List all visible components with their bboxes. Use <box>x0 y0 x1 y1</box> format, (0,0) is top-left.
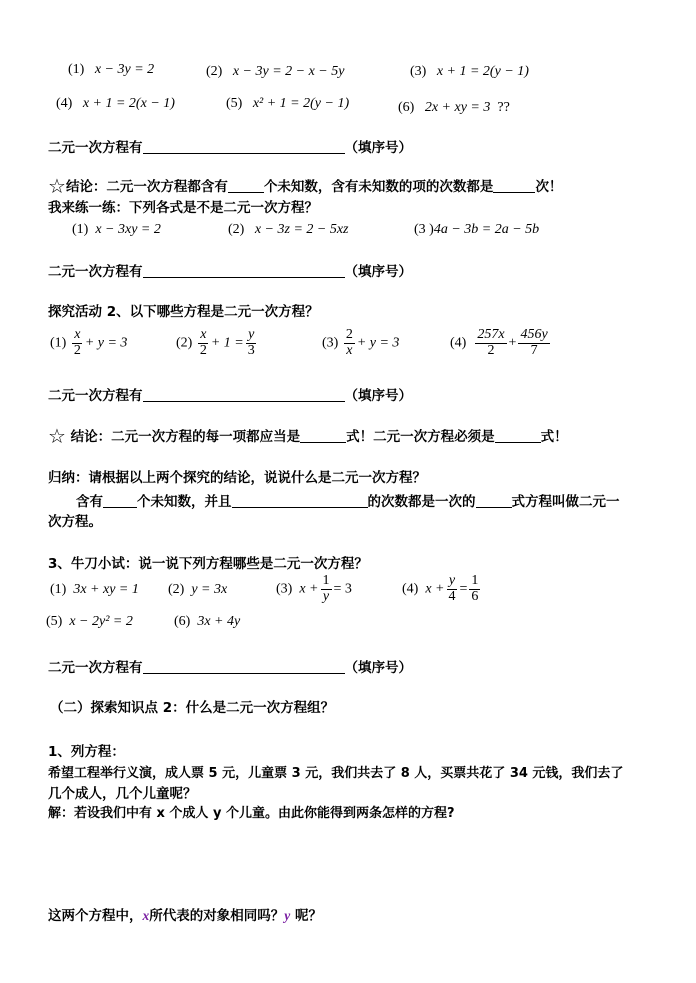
answer-blank-3[interactable] <box>143 389 345 402</box>
conclusion2-blank-b[interactable] <box>495 430 541 443</box>
conclusion-2: ☆ 结论：二元一次方程的每一项都应当是 式！二元一次方程必须是 式！ <box>48 424 568 448</box>
list-eq-title: 1、列方程： <box>48 744 125 760</box>
conclusion2-blank-a[interactable] <box>300 430 346 443</box>
practice-eq-3: (3 )4a − 3b = 2a − 5b <box>414 222 540 237</box>
answer-line-1: 二元一次方程有 （填序号） <box>48 140 412 156</box>
trial-eq-3: (3) x + $\frac{1}{y}$ = 3 <box>276 573 352 604</box>
practice-title: 我来练一练：下列各式是不是二元一次方程？ <box>48 200 318 216</box>
trial-eq-2: (2) y = 3x <box>168 582 228 597</box>
section2-title: （二）探索知识点 2：什么是二元一次方程组？ <box>50 700 335 716</box>
star-icon: ☆ <box>48 174 66 198</box>
answer-blank-4[interactable] <box>143 661 345 674</box>
activity2-eq-1: (1) $\frac{x}{2}$ + y = 3 <box>50 327 128 358</box>
eq-1-5: (5) x² + 1 = 2(y − 1) <box>226 96 350 111</box>
activity2-eq-4: (4) $\frac{257x}{2}$ + $\frac{456y}{7}$ <box>450 327 548 358</box>
eq-1-3: (3) x + 1 = 2(y − 1) <box>410 64 529 79</box>
conclusion1-blank-a[interactable] <box>228 180 264 193</box>
conclusion1-blank-b[interactable] <box>493 180 535 193</box>
answer-blank-1[interactable] <box>143 141 345 154</box>
trial-eq-4: (4) x + $\frac{y}{4}$ = $\frac{1}{6}$ <box>402 573 479 604</box>
problem-line-1: 希望工程举行义演，成人票 5 元，儿童票 3 元，我们共去了 8 人，买票共花了 34 元钱，我们去了 <box>48 766 624 781</box>
eq-1-6: (6) 2x + xy = 3 ?? <box>398 100 510 115</box>
activity2-title: 探究活动 2、以下哪些方程是二元一次方程？ <box>48 304 319 320</box>
activity2-eq-2: (2) $\frac{x}{2}$ + 1 = $\frac{y}{3}$ <box>176 327 255 358</box>
solution-line: 解：若设我们中有 x 个成人 y 个儿童。由此你能得到两条怎样的方程? <box>48 806 455 821</box>
eq-1-2: (2) x − 3y = 2 − x − 5y <box>206 64 345 79</box>
final-question: 这两个方程中，x所代表的对象相同吗？y 呢？ <box>48 908 322 924</box>
trial-eq-5: (5) x − 2y² = 2 <box>46 614 133 629</box>
practice-eq-2: (2) x − 3z = 2 − 5xz <box>228 222 349 237</box>
summary-blank-b[interactable] <box>232 495 368 508</box>
eq-1-4: (4) x + 1 = 2(x − 1) <box>56 96 175 111</box>
practice-eq-1: (1) x − 3xy = 2 <box>72 222 161 237</box>
trial-title: 3、牛刀小试：说一说下列方程哪些是二元一次方程？ <box>48 556 368 572</box>
eq-1-1: (1) x − 3y = 2 <box>68 62 155 77</box>
answer-line-3: 二元一次方程有 （填序号） <box>48 388 412 404</box>
trial-eq-1: (1) 3x + xy = 1 <box>50 582 139 597</box>
summary-line-3: 次方程。 <box>48 514 102 530</box>
answer-line-4: 二元一次方程有 （填序号） <box>48 660 412 676</box>
activity2-eq-3: (3) $\frac{2}{x}$ + y = 3 <box>322 327 400 358</box>
answer-line-2: 二元一次方程有 （填序号） <box>48 264 412 280</box>
star-icon: ☆ <box>48 424 66 448</box>
problem-line-2: 几个成人，几个儿童呢？ <box>48 786 197 802</box>
summary-blank-c[interactable] <box>476 495 512 508</box>
answer-blank-2[interactable] <box>143 265 345 278</box>
summary-blank-a[interactable] <box>103 495 137 508</box>
summary-line-2: 含有 个未知数，并且 的次数都是一次的 式方程叫做二元一 <box>76 494 620 510</box>
summary-line-1: 归纳：请根据以上两个探究的结论，说说什么是二元一次方程？ <box>48 470 426 486</box>
conclusion-1: ☆结论：二元一次方程都含有 个未知数，含有未知数的项的次数都是 次！ <box>48 174 563 198</box>
trial-eq-6: (6) 3x + 4y <box>174 614 241 629</box>
